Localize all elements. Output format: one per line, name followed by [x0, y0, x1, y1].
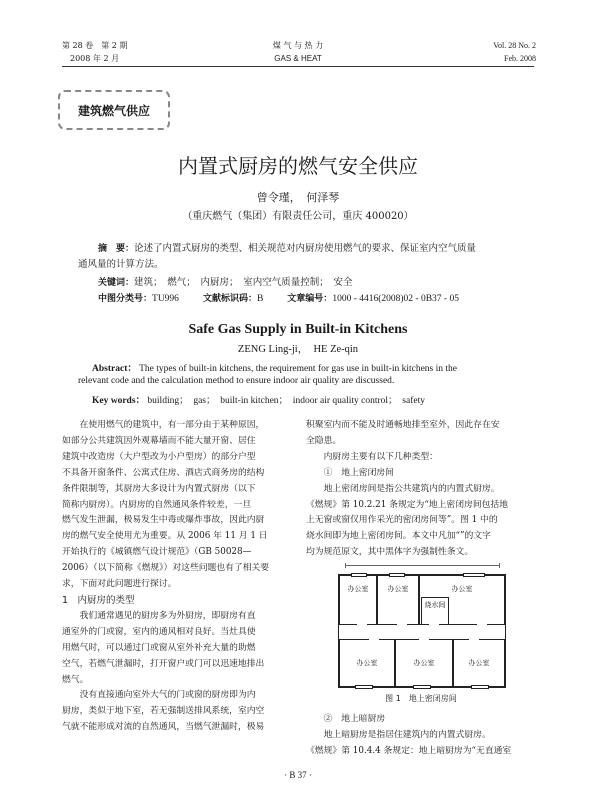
- dimension-tick: [499, 563, 500, 568]
- authors-cn: 曾令瑾， 何泽琴: [256, 191, 340, 204]
- journal-name-cn: 煤 气 与 热 力: [272, 41, 324, 50]
- office-room: 办公室: [339, 575, 377, 625]
- line: 通室外的门或窗，室内的通风相对良好。当灶具使: [62, 626, 256, 637]
- door-opening: [369, 637, 379, 641]
- office-room: 办公室: [395, 639, 453, 687]
- doc-code-label: 文献标识码：: [202, 294, 257, 304]
- keywords-en-text: building； gas； built-in kitchen； indoor air quality control； safety: [147, 396, 425, 406]
- line: 求，下面对此问题进行探讨。: [62, 579, 177, 590]
- paragraph-closed-room: [306, 482, 536, 562]
- line: 开始执行的《城镇燃气设计规范》（GB 50028—: [62, 547, 252, 558]
- abstract-en-line2: relevant code and the calculation method to ensure indoor air quality are discussed.: [78, 376, 395, 386]
- line: 用燃气时，可以通过门或窗从室外补充大量的助燃: [62, 642, 256, 653]
- list-item-2: ② 地上暗厨房: [323, 714, 386, 724]
- line: 如部分公共建筑因外观幕墙而不能大量开窗、居住: [62, 435, 256, 446]
- journal-volume: 第 28 卷 第 2 期: [62, 41, 128, 50]
- journal-date-en: Feb. 2008: [504, 54, 536, 63]
- keywords-cn-label: 关键词：: [98, 278, 135, 288]
- line: 2006）（以下简称《燃规》）对这些问题也有了相关要: [62, 563, 270, 574]
- door-opening: [397, 623, 407, 627]
- paragraph-outer-kitchen: [62, 609, 292, 689]
- dimension-line: [345, 565, 499, 566]
- office-room: 办公室: [453, 639, 505, 687]
- article-title-cn: 内置式厨房的燃气安全供应: [178, 154, 418, 178]
- journal-date: 2008 年 2 月: [70, 54, 120, 63]
- clc-label: 中图分类号：: [98, 294, 153, 304]
- line: 均为规范原文，其中黑体字为强制性条文。: [306, 547, 474, 558]
- list-item-1: ① 地上密闭房间: [323, 467, 394, 478]
- window: [389, 573, 405, 577]
- abstract-en: [92, 360, 528, 374]
- line: 燃气。: [62, 674, 89, 685]
- abstract-en-label: Abstract：: [92, 364, 137, 374]
- clc-value: TU996: [152, 294, 179, 304]
- authors-en: ZENG Ling-ji， HE Ze-qin: [237, 344, 359, 355]
- line: 燃气发生泄漏，极易发生中毒或爆炸事故，因此内厨: [62, 515, 265, 526]
- line: 《燃规》第 10.4.4 条规定：地上暗厨房为“无直通室: [306, 745, 512, 756]
- classification-line: [98, 292, 459, 306]
- window: [355, 685, 373, 689]
- paragraph-types: 内厨房主要有以下几种类型：: [323, 451, 438, 462]
- line: 全隐患。: [306, 435, 342, 446]
- paragraph-intro: [62, 418, 292, 593]
- page-number: · B 37 ·: [284, 770, 312, 780]
- doc-code-value: B: [256, 294, 264, 304]
- section-tag: 建筑燃气供应: [58, 90, 170, 130]
- line: 地上密闭房间是指公共建筑内的内置式厨房。: [323, 483, 500, 494]
- article-number-label: 文章编号：: [287, 294, 333, 304]
- line: 气就不能形成对流的自然通风，当燃气泄漏时，极易: [62, 722, 265, 733]
- boiling-water-room: 烧水间: [421, 597, 449, 625]
- paragraph-dark-kitchen: [306, 728, 536, 760]
- door-opening: [469, 637, 479, 641]
- window: [471, 685, 489, 689]
- door-opening: [477, 623, 487, 627]
- header-rule: [62, 66, 534, 67]
- line: 积聚室内而不能及时通畅地排至室外，因此存在安: [306, 420, 500, 430]
- right-column-lower: [306, 712, 536, 760]
- line: 空气，若燃气泄漏时，打开窗户或门可以迅速地排出: [62, 658, 265, 669]
- keywords-en: [92, 392, 425, 406]
- abstract-cn: [98, 242, 518, 256]
- keywords-en-label: Key words：: [92, 396, 146, 406]
- line: 《燃规》第 10.2.21 条规定为“地上密闭房间包括地: [306, 499, 509, 510]
- window: [463, 573, 485, 577]
- figure-caption: 图 1 地上密闭房间: [385, 694, 457, 703]
- line: 我们通常遇见的厨房多为外厨房，即厨房有直: [79, 610, 256, 621]
- abstract-en-line1: The types of built-in kitchens, the requirement for gas use in built-in kitchens in the: [139, 364, 457, 374]
- journal-name-en: GAS & HEAT: [274, 54, 322, 63]
- line: 烧水间即为地上密闭房间。本文中凡加“”的文字: [306, 531, 491, 542]
- keywords-cn: [98, 276, 353, 290]
- floor-plan-figure: [338, 574, 506, 688]
- right-column: [306, 418, 536, 561]
- window: [351, 573, 367, 577]
- line: 简称内厨房）。内厨房的自然通风条件较差，一旦: [62, 499, 252, 510]
- line: 在使用燃气的建筑中，有一部分由于某种原因，: [79, 420, 265, 430]
- journal-volume-en: Vol. 28 No. 2: [493, 41, 536, 50]
- abstract-cn-line1: 论述了内置式厨房的类型、相关规范对内厨房使用燃气的要求、保证室内空气质量: [134, 243, 477, 254]
- line: 没有直接通向室外大气的门或窗的厨房即为内: [79, 690, 256, 701]
- window: [413, 685, 431, 689]
- door-opening: [419, 637, 429, 641]
- dimension-tick: [345, 563, 346, 568]
- affiliation-cn: （重庆燃气（集团）有限责任公司，重庆 400020）: [182, 211, 414, 222]
- office-room: 办公室: [419, 575, 505, 625]
- article-number-value: 1000 - 4416(2008)02 - 0B37 - 05: [332, 294, 459, 304]
- section-heading-1: 1 内厨房的类型: [62, 594, 135, 606]
- line: 建筑中改造房（大户型改为小户型房）的部分户型: [62, 451, 256, 462]
- abstract-cn-label: 摘 要：: [98, 244, 135, 254]
- abstract-cn-line2: 通风量的计算方法。: [78, 259, 164, 270]
- line: 上无窗或窗仅用作采光的密闭房间等”。图 1 中的: [306, 515, 498, 526]
- door-opening: [429, 623, 439, 627]
- keywords-cn-text: 建筑； 燃气； 内厨房； 室内空气质量控制； 安全: [134, 277, 353, 288]
- left-column: [62, 418, 292, 736]
- line: 不具备开窗条件、公寓式住房、酒店式商务房的结构: [62, 467, 265, 478]
- office-room: 办公室: [377, 575, 419, 625]
- line: 房的燃气安全使用尤为重要。从 2006 年 11 月 1 日: [62, 531, 268, 542]
- door-opening: [357, 623, 367, 627]
- article-title-en: Safe Gas Supply in Built-in Kitchens: [188, 322, 408, 337]
- paragraph-inner-kitchen: [62, 688, 292, 736]
- line: 地上暗厨房是指居住建筑内的内置式厨房。: [323, 729, 491, 740]
- paragraph-continued: [306, 418, 536, 450]
- line: 条件限制等，其厨房大多设计为内置式厨房（以下: [62, 483, 256, 494]
- office-room: 办公室: [339, 639, 395, 687]
- line: 厨房，类似于地下室，若无强制送排风系统，室内空: [62, 706, 265, 717]
